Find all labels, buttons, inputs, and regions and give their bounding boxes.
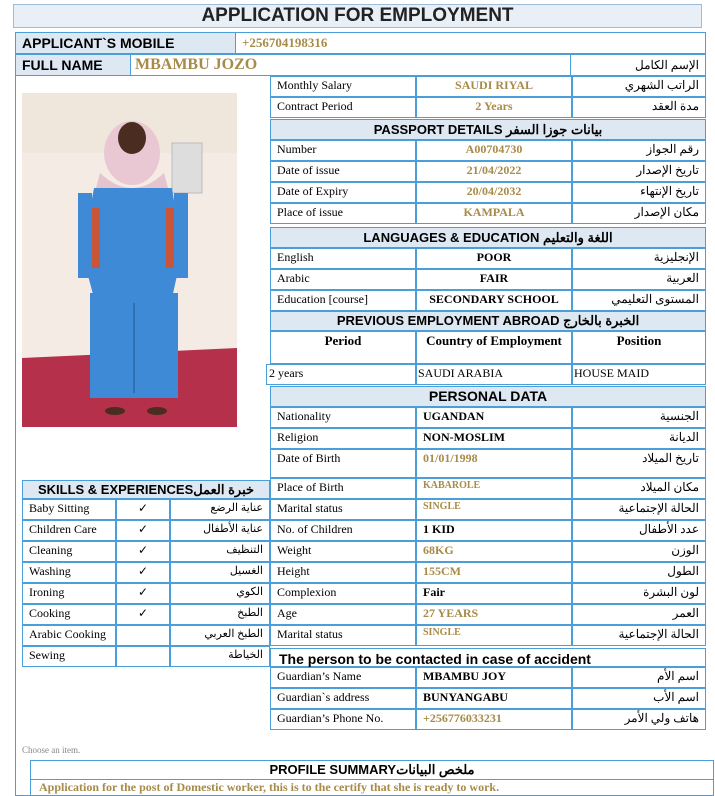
personal-row-value: UGANDAN: [416, 407, 572, 428]
languages-row-ar: العربية: [572, 269, 706, 290]
languages-section-header: [270, 227, 706, 248]
personal-row-value: 01/01/1998: [416, 449, 572, 478]
skill-row-ar: الطبخ: [170, 604, 270, 625]
passport-row-value: A00704730: [416, 140, 572, 161]
contract-value: 2 Years: [416, 97, 572, 118]
previous-country: SAUDI ARABIA: [416, 364, 572, 385]
contract-label: Contract Period: [270, 97, 416, 118]
passport-row-ar: مكان الإصدار: [572, 203, 706, 224]
personal-row-value: Fair: [416, 583, 572, 604]
mobile-value: +256704198316: [236, 32, 706, 54]
profile-title-ar: ملخص البيانات: [396, 762, 475, 777]
profile-title: PROFILE SUMMARY: [269, 762, 397, 777]
passport-title: PASSPORT DETAILS: [373, 122, 503, 137]
fullname-value: MBAMBU JOZO: [131, 54, 571, 76]
personal-row-ar: الحالة الإجتماعية: [572, 499, 706, 520]
contact-row-ar: هاتف ولي الأمر: [572, 709, 706, 730]
choose-item-dropdown[interactable]: Choose an item.: [22, 745, 81, 755]
languages-row-label: Arabic: [270, 269, 416, 290]
passport-row-value: 20/04/2032: [416, 182, 572, 203]
skill-row-label: Ironing: [22, 583, 116, 604]
languages-title-ar: اللغة والتعليم: [542, 230, 613, 245]
salary-value: SAUDI RIYAL: [416, 76, 572, 97]
skill-row-ar: الغسيل: [170, 562, 270, 583]
previous-section-header: [270, 311, 706, 331]
passport-row-value: KAMPALA: [416, 203, 572, 224]
personal-row-ar: الطول: [572, 562, 706, 583]
skill-row-ar: عناية الأطفال: [170, 520, 270, 541]
languages-row-label: English: [270, 248, 416, 269]
personal-row-label: Height: [270, 562, 416, 583]
personal-row-ar: العمر: [572, 604, 706, 625]
personal-row-ar: لون البشرة: [572, 583, 706, 604]
personal-row-label: Complexion: [270, 583, 416, 604]
previous-header-period: Period: [270, 331, 416, 364]
personal-row-ar: تاريخ الميلاد: [572, 449, 706, 478]
previous-title-ar: الخبرة بالخارج: [563, 313, 640, 328]
personal-row-value: SINGLE: [416, 499, 572, 520]
skill-row-check: [116, 625, 170, 646]
skill-row-label: Children Care: [22, 520, 116, 541]
skills-title: SKILLS & EXPERIENCES: [37, 482, 194, 497]
personal-row-value: SINGLE: [416, 625, 572, 646]
passport-title-ar: بيانات جوزا السفر: [506, 122, 603, 137]
personal-row-value: NON-MOSLIM: [416, 428, 572, 449]
personal-row-label: No. of Children: [270, 520, 416, 541]
skill-row-ar: الخياطة: [170, 646, 270, 667]
personal-row-label: Religion: [270, 428, 416, 449]
contact-row-ar: اسم الأب: [572, 688, 706, 709]
applicant-photo: [22, 93, 237, 427]
languages-row-value: SECONDARY SCHOOL: [416, 290, 572, 311]
contact-row-label: Guardian’s Name: [270, 667, 416, 688]
profile-section-header: [30, 760, 714, 780]
personal-row-value: 155CM: [416, 562, 572, 583]
skill-row-label: Cooking: [22, 604, 116, 625]
personal-row-label: Nationality: [270, 407, 416, 428]
passport-row-ar: تاريخ الإنتهاء: [572, 182, 706, 203]
skill-row-ar: عناية الرضع: [170, 499, 270, 520]
skill-row-ar: الكوي: [170, 583, 270, 604]
skill-row-check: ✓: [116, 583, 170, 604]
contact-row-ar: اسم الأم: [572, 667, 706, 688]
previous-position: HOUSE MAID: [572, 364, 706, 385]
personal-section-header: PERSONAL DATA: [270, 386, 706, 407]
passport-section-header: [270, 119, 706, 140]
previous-title: PREVIOUS EMPLOYMENT ABROAD: [336, 313, 560, 328]
salary-ar: الراتب الشهري: [572, 76, 706, 97]
languages-row-value: POOR: [416, 248, 572, 269]
contact-row-label: Guardian`s address: [270, 688, 416, 709]
languages-row-label: Education [course]: [270, 290, 416, 311]
skills-section-header: [22, 480, 270, 499]
personal-row-ar: الوزن: [572, 541, 706, 562]
skill-row-label: Arabic Cooking: [22, 625, 116, 646]
personal-row-label: Weight: [270, 541, 416, 562]
personal-row-label: Age: [270, 604, 416, 625]
personal-row-value: 1 KID: [416, 520, 572, 541]
skill-row-label: Sewing: [22, 646, 116, 667]
passport-row-ar: تاريخ الإصدار: [572, 161, 706, 182]
passport-row-label: Date of Expiry: [270, 182, 416, 203]
personal-row-ar: عدد الأطفال: [572, 520, 706, 541]
passport-row-label: Date of issue: [270, 161, 416, 182]
personal-row-ar: الحالة الإجتماعية: [572, 625, 706, 646]
previous-header-position: Position: [572, 331, 706, 364]
passport-row-label: Place of issue: [270, 203, 416, 224]
page-title: APPLICATION FOR EMPLOYMENT: [201, 5, 514, 26]
skill-row-label: Washing: [22, 562, 116, 583]
skill-row-check: ✓: [116, 499, 170, 520]
languages-row-ar: الإنجليزية: [572, 248, 706, 269]
languages-row-value: FAIR: [416, 269, 572, 290]
previous-period: 2 years: [266, 364, 416, 385]
personal-row-label: Date of Birth: [270, 449, 416, 478]
passport-row-label: Number: [270, 140, 416, 161]
personal-row-label: Marital status: [270, 499, 416, 520]
personal-row-value: 27 YEARS: [416, 604, 572, 625]
personal-row-label: Place of Birth: [270, 478, 416, 499]
personal-row-ar: مكان الميلاد: [572, 478, 706, 499]
skill-row-label: Cleaning: [22, 541, 116, 562]
passport-row-value: 21/04/2022: [416, 161, 572, 182]
personal-row-value: KABAROLE: [416, 478, 572, 499]
fullname-ar: الإسم الكامل: [571, 54, 706, 76]
skill-row-label: Baby Sitting: [22, 499, 116, 520]
contract-ar: مدة العقد: [572, 97, 706, 118]
salary-label: Monthly Salary: [270, 76, 416, 97]
skill-row-ar: الطبخ العربي: [170, 625, 270, 646]
contact-row-value: BUNYANGABU: [416, 688, 572, 709]
skill-row-check: ✓: [116, 604, 170, 625]
skill-row-ar: التنظيف: [170, 541, 270, 562]
previous-header-country: Country of Employment: [416, 331, 572, 364]
profile-text: Application for the post of Domestic worker, this is to the certify that she is ready to work.: [30, 780, 714, 796]
skill-row-check: ✓: [116, 520, 170, 541]
skills-title-ar: خبرة العمل: [193, 482, 255, 497]
personal-row-ar: الجنسية: [572, 407, 706, 428]
contact-row-value: +256776033231: [416, 709, 572, 730]
contact-row-label: Guardian’s Phone No.: [270, 709, 416, 730]
mobile-label: APPLICANT`S MOBILE: [15, 32, 236, 54]
languages-title: LANGUAGES & EDUCATION: [363, 230, 540, 245]
skill-row-check: ✓: [116, 541, 170, 562]
skill-row-check: [116, 646, 170, 667]
fullname-label: FULL NAME: [15, 54, 131, 76]
contact-title: The person to be contacted in case of accident: [270, 648, 706, 667]
languages-row-ar: المستوى التعليمي: [572, 290, 706, 311]
personal-row-value: 68KG: [416, 541, 572, 562]
passport-row-ar: رقم الجواز: [572, 140, 706, 161]
contact-row-value: MBAMBU JOY: [416, 667, 572, 688]
personal-row-label: Marital status: [270, 625, 416, 646]
personal-row-ar: الديانة: [572, 428, 706, 449]
skill-row-check: ✓: [116, 562, 170, 583]
